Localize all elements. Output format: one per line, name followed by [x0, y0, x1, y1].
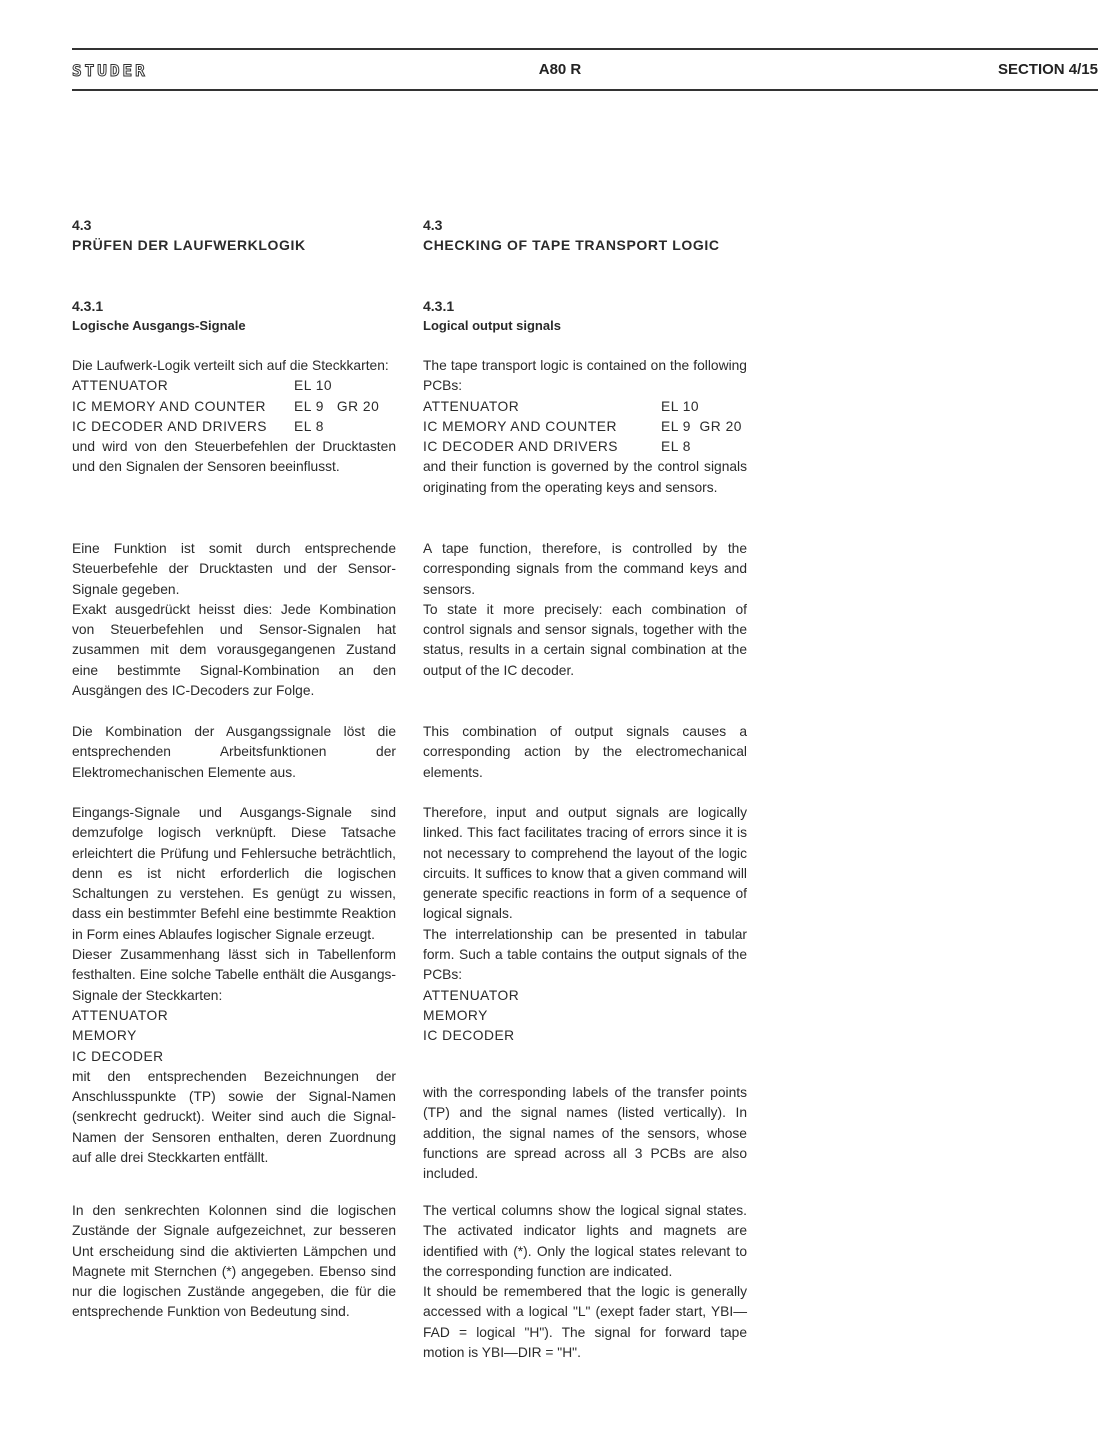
paragraph-columns-en — [423, 1201, 747, 1363]
paragraph: A tape function, therefore, is controlled by the corresponding signals from the command keys and sensors. — [423, 541, 747, 597]
paragraph-logic-de — [72, 803, 396, 1168]
paragraph-pcbs-en — [423, 356, 747, 498]
paragraph: und wird von den Steuerbefehlen der Drucktasten und den Signalen der Sensoren beeinflusst. — [72, 439, 396, 475]
studer-logo: STUDER — [72, 61, 148, 80]
paragraph: and their function is governed by the control signals originating from the operating keys and sensors. — [423, 459, 747, 495]
section-heading-en — [423, 215, 747, 255]
paragraph: Dieser Zusammenhang lässt sich in Tabellenform festhalten. Eine solche Tabelle enthält die Ausgangs-Signale der Steckkarten: — [72, 947, 396, 1003]
paragraph: The interrelationship can be presented in tabular form. Such a table contains the output signals of the PCBs: — [423, 926, 747, 983]
paragraph-function-en — [423, 539, 747, 681]
paragraph-labels-en — [423, 1083, 747, 1184]
paragraph: mit den entsprechenden Bezeichnungen der Anschlusspunkte (TP) sowie der Signal-Namen (senkrecht gedruckt). Weiter sind auch die Signal-Namen der Sensoren enthalten, deren Zuordnung auf alle drei Steckkarten entfällt. — [72, 1068, 396, 1166]
subsection-number: 4.3.1 — [72, 298, 104, 314]
paragraph: It should be remembered that the logic is generally accessed with a logical "L" (exept fader start, YBI—FAD = logical "H"). The signal for forward tape motion is YBI—DIR = "H". — [423, 1284, 747, 1361]
paragraph: In den senkrechten Kolonnen sind die logischen Zustände der Signale aufgezeichnet, zur besseren Unt erscheidung sind die aktivierten Lämpchen und Magnete mit Sternchen (*) angegeben. Ebenso sind nur die logischen Zustände angegeben, die für die entsprechende Funktion von Bedeutung sind. — [72, 1203, 396, 1320]
section-heading-de — [72, 215, 396, 255]
paragraph: Die Laufwerk-Logik verteilt sich auf die Steckkarten: — [72, 358, 389, 373]
pcb-row — [72, 397, 396, 417]
pcb-codes: EL 9 GR 20 — [661, 418, 742, 434]
board-name: ATTENUATOR — [423, 987, 520, 1003]
subsection-heading-de — [72, 296, 396, 336]
header-top-rule — [72, 48, 1098, 50]
pcb-codes: EL 8 — [661, 439, 691, 455]
paragraph: Eingangs-Signale und Ausgangs-Signale sind demzufolge logisch verknüpft. Diese Tatsache erleichtert die Prüfung und Fehlersuche beträchtlich, denn es ist nicht erforderlich die logischen Schaltungen zu verstehen. Es genügt zu wissen, dass ein bestimmter Befehl eine bestimmte Reaktion in Form eines Ablaufes logischer Signale erzeugt. — [72, 805, 396, 942]
pcb-row — [423, 397, 747, 417]
pcb-name: IC MEMORY AND COUNTER — [72, 398, 266, 414]
pcb-name: IC MEMORY AND COUNTER — [423, 418, 617, 434]
paragraph: The vertical columns show the logical signal states. The activated indicator lights and magnets are identified with (*). Only the logical states relevant to the corresponding function are indicated. — [423, 1203, 747, 1279]
pcb-row — [423, 417, 747, 437]
subsection-title: Logical output signals — [423, 318, 561, 333]
pcb-codes: EL 10 — [661, 398, 700, 414]
pcb-codes: EL 10 — [294, 378, 333, 394]
paragraph: To state it more precisely: each combination of control signals and sensor signals, together with the status, results in a certain signal combination at the output of the IC decoder. — [423, 601, 747, 678]
pcb-name: IC DECODER AND DRIVERS — [72, 418, 267, 434]
paragraph: with the corresponding labels of the transfer points (TP) and the signal names (listed vertically). In addition, the signal names of the sensors, whose functions are spread across all 3 PCBs are also included. — [423, 1085, 747, 1182]
paragraph-columns-de — [72, 1201, 396, 1323]
board-name: IC DECODER — [423, 1028, 515, 1044]
pcb-codes: EL 9 GR 20 — [294, 398, 380, 414]
paragraph-pcbs-de — [72, 356, 396, 478]
section-page-label: SECTION 4/15 — [997, 61, 1098, 78]
section-number: 4.3 — [72, 217, 92, 233]
paragraph: Exakt ausgedrückt heisst dies: Jede Kombination von Steuerbefehlen und Sensor-Signalen hat zusammen mit dem vorausgegangenen Zustand eine bestimmte Signal-Kombination an den Ausgängen des IC-Decoders zur Folge. — [72, 601, 396, 699]
paragraph: The tape transport logic is contained on the following PCBs: — [423, 358, 747, 394]
board-name: MEMORY — [423, 1007, 488, 1023]
pcb-name: ATTENUATOR — [423, 398, 520, 414]
subsection-title: Logische Ausgangs-Signale — [72, 318, 246, 333]
pcb-row — [72, 417, 396, 437]
pcb-codes: EL 8 — [294, 418, 324, 434]
pcb-name: ATTENUATOR — [72, 378, 169, 394]
subsection-number: 4.3.1 — [423, 298, 455, 314]
header-bottom-rule — [72, 89, 1098, 91]
pcb-row — [72, 376, 396, 396]
board-name: ATTENUATOR — [72, 1007, 169, 1023]
paragraph: Eine Funktion ist somit durch entsprechende Steuerbefehle der Drucktasten und der Sensor-Signale gegeben. — [72, 541, 396, 597]
paragraph: Die Kombination der Ausgangssignale löst die entsprechenden Arbeitsfunktionen der Elektromechanischen Elemente aus. — [72, 724, 396, 780]
paragraph-function-de — [72, 539, 396, 701]
section-number: 4.3 — [423, 217, 443, 233]
paragraph-logic-en — [423, 803, 747, 1047]
board-name: MEMORY — [72, 1028, 137, 1044]
model-label: A80 R — [538, 61, 582, 78]
paragraph: This combination of output signals causes a corresponding action by the electromechanical elements. — [423, 724, 747, 780]
pcb-name: IC DECODER AND DRIVERS — [423, 439, 618, 455]
pcb-row — [423, 437, 747, 457]
paragraph-outputs-de — [72, 722, 396, 783]
section-title: CHECKING OF TAPE TRANSPORT LOGIC — [423, 237, 720, 253]
paragraph: Therefore, input and output signals are logically linked. This fact facilitates tracing of errors since it is not necessary to comprehend the layout of the logic circuits. It suffices to know that a given command will generate specific reactions in form of a sequence of logical signals. — [423, 805, 747, 922]
section-title: PRÜFEN DER LAUFWERKLOGIK — [72, 237, 306, 253]
subsection-heading-en — [423, 296, 747, 336]
board-name: IC DECODER — [72, 1048, 164, 1064]
paragraph-outputs-en — [423, 722, 747, 783]
